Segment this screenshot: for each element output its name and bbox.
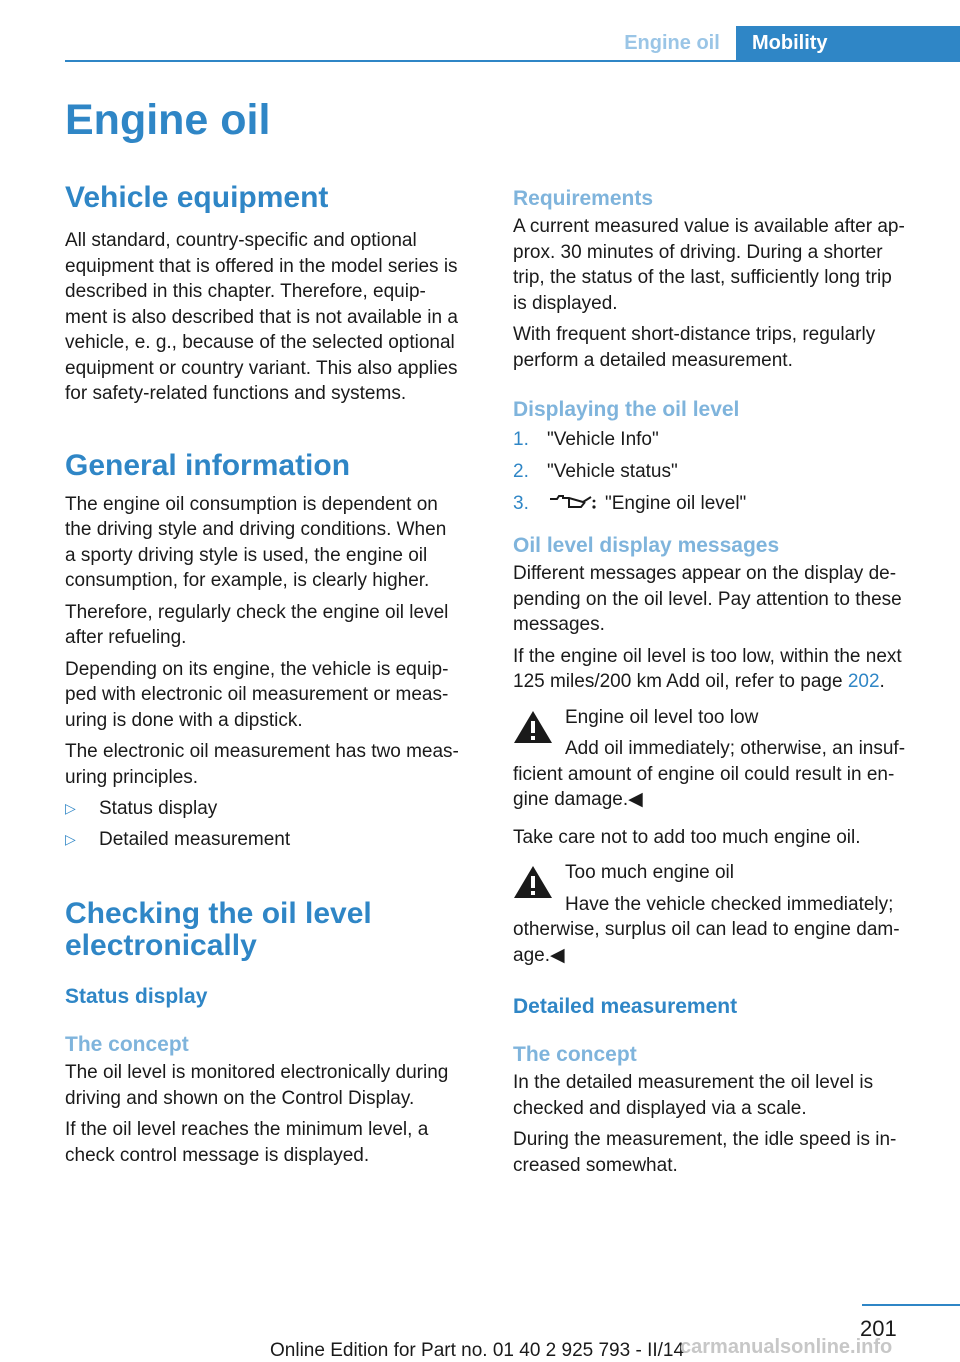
header-section-tab: Engine oil bbox=[624, 32, 720, 54]
footer-edition-text: Online Edition for Part no. 01 40 2 925 793 - II/14 bbox=[270, 1340, 685, 1361]
bullet-triangle-icon: ▷ bbox=[65, 831, 76, 847]
requirements-heading: Requirements bbox=[513, 187, 654, 210]
list-item: ▷ Detailed measurement bbox=[65, 827, 481, 858]
warning-triangle-icon bbox=[513, 709, 553, 745]
header-rule bbox=[65, 60, 960, 62]
general-paragraph-1: The engine oil consumption is dependent on the driving style and driving conditions. When a sporty driving style is used, the engine oil consumption, for example, is clearly higher. bbox=[65, 493, 447, 591]
list-item: 2. "Vehicle status" bbox=[513, 461, 678, 482]
display-steps-list bbox=[513, 427, 923, 523]
status-display-heading: Status display bbox=[65, 985, 208, 1008]
oil-can-icon bbox=[547, 492, 597, 512]
messages-paragraph-3: Take care not to add too much engine oil. bbox=[513, 826, 861, 848]
warning-title: Too much engine oil bbox=[565, 862, 734, 883]
general-paragraph-3: Depending on its engine, the vehicle is equip‐ ped with electronic oil measurement or meas‐ uring is done with a dipstick. bbox=[65, 658, 449, 731]
page-number: 201 bbox=[860, 1316, 897, 1341]
warning-too-much-oil bbox=[513, 860, 923, 968]
header-chapter-tab: Mobility bbox=[736, 26, 960, 62]
general-information-heading: General information bbox=[65, 448, 351, 482]
messages-paragraph-2: If the engine oil level is too low, within the next 125 miles/200 km Add oil, refer to page 202. bbox=[513, 645, 902, 692]
status-concept-paragraph-1: The oil level is monitored electronically during driving and shown on the Control Display. bbox=[65, 1062, 449, 1109]
detailed-measurement-heading: Detailed measurement bbox=[513, 995, 738, 1018]
warning-body: Have the vehicle checked immediately; otherwise, surplus oil can lead to engine dam‐ age.◀ bbox=[513, 893, 900, 966]
right-column bbox=[513, 186, 923, 1178]
requirements-paragraph-1: A current measured value is available after ap‐ prox. 30 minutes of driving. During a shorter trip, the status of the last, sufficiently long trip is displayed. bbox=[513, 216, 905, 314]
page-title: Engine oil bbox=[65, 96, 271, 144]
bullet-triangle-icon: ▷ bbox=[65, 800, 76, 816]
footer-rule bbox=[862, 1304, 960, 1306]
list-item: 1. "Vehicle Info" bbox=[513, 429, 659, 450]
displaying-oil-level-heading: Displaying the oil level bbox=[513, 398, 740, 421]
list-item: ▷ Status display bbox=[65, 796, 481, 827]
warning-body: Add oil immediately; otherwise, an insuf‐ ficient amount of engine oil could result in en‐ gine damage.◀ bbox=[513, 738, 906, 810]
measurement-types-list bbox=[65, 796, 481, 858]
status-concept-heading: The concept bbox=[65, 1033, 189, 1056]
vehicle-equipment-heading: Vehicle equipment bbox=[65, 181, 329, 214]
left-column bbox=[65, 182, 481, 1168]
list-item: 3. "Engine oil level" bbox=[513, 493, 747, 514]
watermark: carmanualsonline.info bbox=[680, 1336, 893, 1358]
general-paragraph-4: The electronic oil measurement has two meas‐ uring principles. bbox=[65, 741, 459, 788]
requirements-paragraph-2: With frequent short-distance trips, regularly perform a detailed measurement. bbox=[513, 324, 876, 371]
vehicle-equipment-text: All standard, country-specific and optional equipment that is offered in the model series is described in this chapter. Therefore, equip‐ ment is also described that is not available in a vehicle, e. g., because of the selected optional equipment or country variant. This also applies for safety-related functions and systems. bbox=[65, 230, 458, 404]
warning-triangle-icon bbox=[513, 864, 553, 900]
warning-title: Engine oil level too low bbox=[565, 706, 759, 728]
checking-oil-heading: Checking the oil level electronically bbox=[65, 897, 372, 962]
detailed-paragraph-1: In the detailed measurement the oil level is checked and displayed via a scale. bbox=[513, 1072, 874, 1119]
general-paragraph-2: Therefore, regularly check the engine oil level after refueling. bbox=[65, 601, 449, 648]
page-202-link[interactable]: 202 bbox=[847, 671, 880, 692]
messages-paragraph-1: Different messages appear on the display de‐ pending on the oil level. Pay attention to these messages. bbox=[513, 563, 902, 635]
status-concept-paragraph-2: If the oil level reaches the minimum level, a check control message is displayed. bbox=[65, 1119, 429, 1166]
detailed-concept-heading: The concept bbox=[513, 1043, 637, 1066]
oil-level-messages-heading: Oil level display messages bbox=[513, 534, 780, 557]
detailed-paragraph-2: During the measurement, the idle speed is in‐ creased somewhat. bbox=[513, 1129, 897, 1176]
warning-oil-too-low bbox=[513, 705, 923, 813]
